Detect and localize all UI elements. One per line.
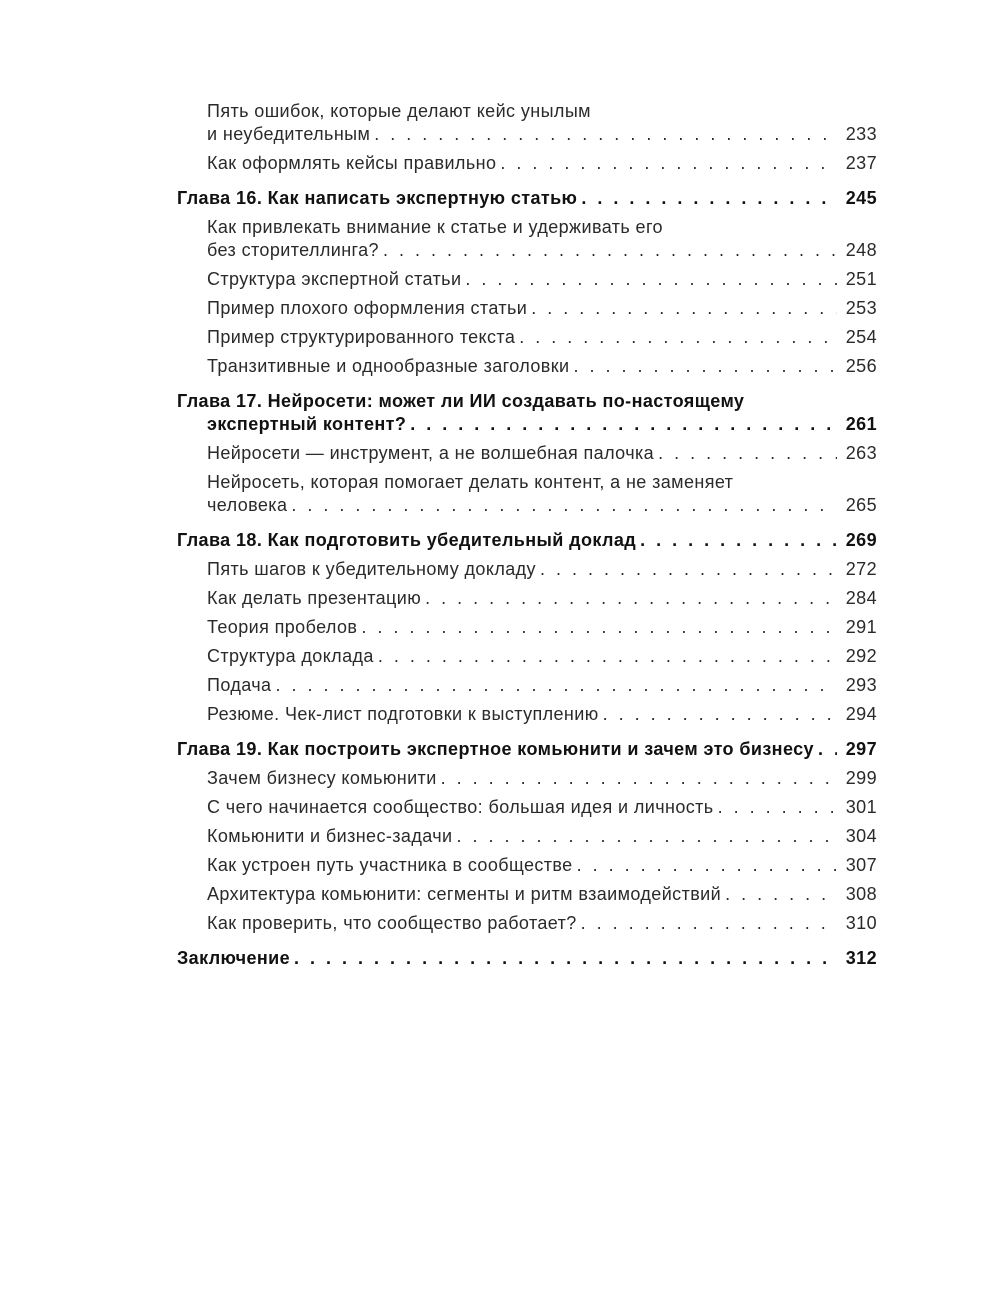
toc-entry[interactable] <box>207 442 877 465</box>
page-number: 284 <box>845 588 877 608</box>
toc-entry-title: Структура доклада <box>207 646 374 666</box>
toc-entry[interactable] <box>207 355 877 378</box>
dot-leader <box>603 703 837 726</box>
chapter-title-line-2: экспертный контент? <box>207 414 407 434</box>
dot-leader <box>577 854 837 877</box>
toc-entry-title: Архитектура комьюнити: сегменты и ритм взаимодействий <box>207 884 722 904</box>
toc-entry[interactable] <box>207 796 877 819</box>
toc-entry[interactable] <box>207 326 877 349</box>
dot-leader <box>500 152 837 175</box>
page-number: 253 <box>845 298 877 318</box>
toc-entry[interactable] <box>207 471 877 517</box>
chapter-title: Глава 19. Как построить экспертное комьюнити и зачем это бизнесу <box>177 739 814 759</box>
dot-leader <box>378 645 837 668</box>
toc-entry-title: Транзитивные и однообразные заголовки <box>207 356 570 376</box>
toc-entry[interactable] <box>207 767 877 790</box>
toc-entry[interactable] <box>207 152 877 175</box>
dot-leader <box>465 268 837 291</box>
toc-entry[interactable] <box>207 674 877 697</box>
toc-entry-title: С чего начинается сообщество: большая идея и личность <box>207 797 714 817</box>
toc-entry-title: Комьюнити и бизнес-задачи <box>207 826 453 846</box>
chapter-title: Заключение <box>177 948 291 968</box>
toc-entry[interactable] <box>207 100 877 146</box>
page-number: 248 <box>845 240 877 260</box>
chapter-17 <box>177 390 877 517</box>
page-number: 312 <box>845 948 877 968</box>
chapter-15-continuation <box>177 100 877 175</box>
toc-entry[interactable] <box>207 268 877 291</box>
dot-leader <box>531 297 837 320</box>
chapter-title-line-1: Глава 17. Нейросети: может ли ИИ создавать по-настоящему <box>177 391 745 411</box>
page-number: 307 <box>845 855 877 875</box>
toc-entry-title: человека <box>207 495 288 515</box>
toc-entry-title: Как оформлять кейсы правильно <box>207 153 497 173</box>
page-number: 310 <box>845 913 877 933</box>
toc-entry-title: Структура экспертной статьи <box>207 269 462 289</box>
toc-entry[interactable] <box>207 825 877 848</box>
dot-leader <box>456 825 837 848</box>
page-number: 299 <box>845 768 877 788</box>
conclusion <box>177 947 877 970</box>
dot-leader <box>374 123 837 146</box>
dot-leader <box>540 558 837 581</box>
dot-leader <box>519 326 837 349</box>
dot-leader <box>818 738 837 761</box>
chapter-heading[interactable] <box>177 738 877 761</box>
toc-entry-title: Теория пробелов <box>207 617 358 637</box>
dot-leader <box>658 442 837 465</box>
toc-entry[interactable] <box>207 216 877 262</box>
dot-leader <box>410 413 837 436</box>
toc-entry[interactable] <box>207 297 877 320</box>
toc-entry-title: Как проверить, что сообщество работает? <box>207 913 577 933</box>
toc-entry-first-line: Нейросеть, которая помогает делать контент, а не заменяет <box>207 472 734 492</box>
page-number: 237 <box>845 153 877 173</box>
toc-entry-first-line: Пять ошибок, которые делают кейс унылым <box>207 101 591 121</box>
dot-leader <box>275 674 837 697</box>
chapter-18 <box>177 529 877 726</box>
dot-leader <box>581 912 837 935</box>
page-number: 308 <box>845 884 877 904</box>
page-number: 294 <box>845 704 877 724</box>
toc-entry-title: и неубедительным <box>207 124 371 144</box>
page-number: 265 <box>845 495 877 515</box>
page-number: 233 <box>845 124 877 144</box>
toc-entry-title: Резюме. Чек-лист подготовки к выступлению <box>207 704 599 724</box>
chapter-title: Глава 18. Как подготовить убедительный доклад <box>177 530 637 550</box>
page-number: 301 <box>845 797 877 817</box>
dot-leader <box>441 767 837 790</box>
dot-leader <box>425 587 837 610</box>
page-number: 269 <box>845 530 877 550</box>
page-number: 261 <box>845 414 877 434</box>
chapter-heading[interactable] <box>177 390 877 436</box>
toc-entry-title: Как делать презентацию <box>207 588 422 608</box>
toc-entry-title: Подача <box>207 675 272 695</box>
chapter-heading[interactable] <box>177 187 877 210</box>
dot-leader <box>718 796 837 819</box>
dot-leader <box>640 529 837 552</box>
page-number: 251 <box>845 269 877 289</box>
chapter-16 <box>177 187 877 378</box>
toc-entry-title: без сторителлинга? <box>207 240 379 260</box>
page-number: 263 <box>845 443 877 463</box>
toc-entry-title: Пять шагов к убедительному докладу <box>207 559 536 579</box>
toc-entry[interactable] <box>207 912 877 935</box>
chapter-heading[interactable] <box>177 947 877 970</box>
toc-entry[interactable] <box>207 587 877 610</box>
toc-entry[interactable] <box>207 616 877 639</box>
dot-leader <box>294 947 837 970</box>
toc-entry-title: Зачем бизнесу комьюнити <box>207 768 437 788</box>
dot-leader <box>361 616 837 639</box>
toc-entry-title: Нейросети — инструмент, а не волшебная палочка <box>207 443 655 463</box>
page-number: 293 <box>845 675 877 695</box>
toc-entry[interactable] <box>207 703 877 726</box>
toc-entry[interactable] <box>207 883 877 906</box>
chapter-19 <box>177 738 877 935</box>
page-number: 245 <box>845 188 877 208</box>
chapter-heading[interactable] <box>177 529 877 552</box>
page-number: 254 <box>845 327 877 347</box>
dot-leader <box>383 239 837 262</box>
toc-entry[interactable] <box>207 854 877 877</box>
toc-entry-title: Пример структурированного текста <box>207 327 516 347</box>
dot-leader <box>573 355 837 378</box>
page-number: 297 <box>845 739 877 759</box>
page-number: 256 <box>845 356 877 376</box>
page-number: 292 <box>845 646 877 666</box>
toc-entry-title: Как устроен путь участника в сообществе <box>207 855 573 875</box>
page-number: 291 <box>845 617 877 637</box>
toc-entry-first-line: Как привлекать внимание к статье и удерживать его <box>207 217 663 237</box>
toc-entry[interactable] <box>207 558 877 581</box>
chapter-title: Глава 16. Как написать экспертную статью <box>177 188 578 208</box>
table-of-contents <box>177 100 877 982</box>
page-number: 272 <box>845 559 877 579</box>
toc-entry-title: Пример плохого оформления статьи <box>207 298 528 318</box>
dot-leader <box>725 883 837 906</box>
toc-entry[interactable] <box>207 645 877 668</box>
page-number: 304 <box>845 826 877 846</box>
dot-leader <box>291 494 837 517</box>
dot-leader <box>581 187 837 210</box>
